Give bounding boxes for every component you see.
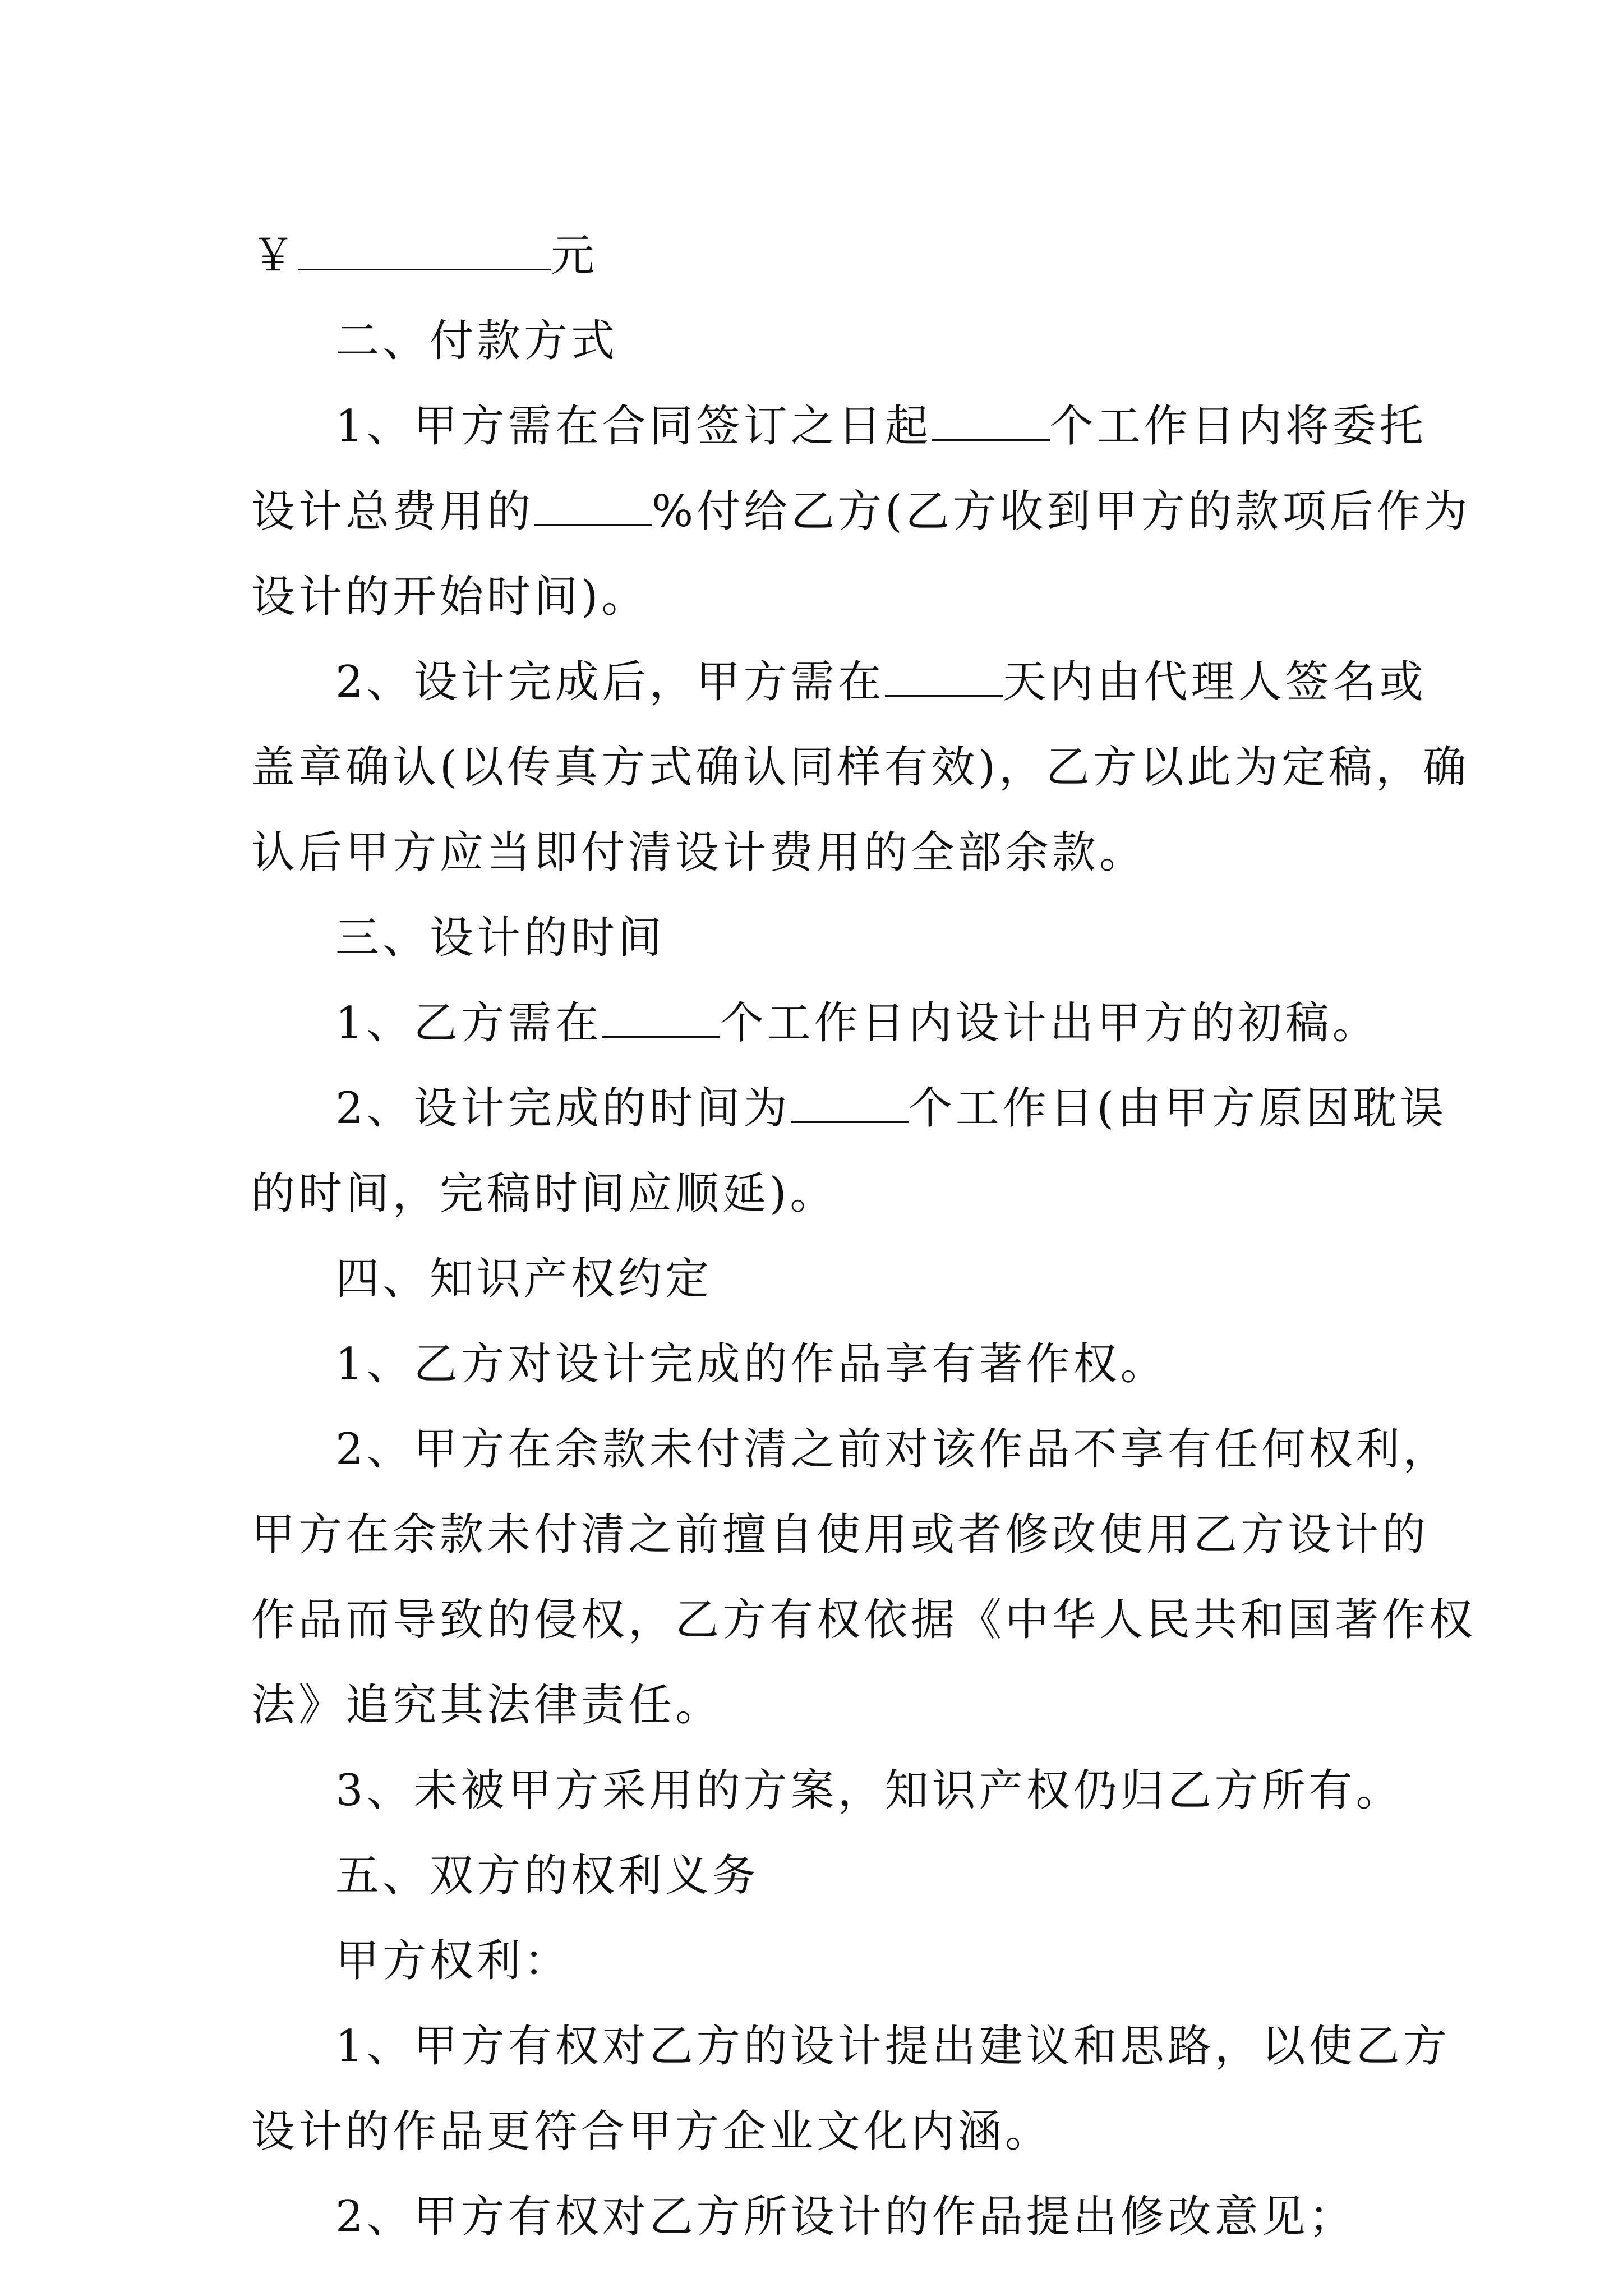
text-span: 1、乙方需在 xyxy=(335,998,602,1048)
paragraph-line: 设计的作品更符合甲方企业文化内涵。 xyxy=(251,2106,1053,2157)
currency-symbol: ￥ xyxy=(251,231,299,281)
section-heading-ip: 四、知识产权约定 xyxy=(335,1254,713,1304)
section-heading-payment: 二、付款方式 xyxy=(335,316,619,366)
fill-in-blank xyxy=(791,1087,909,1123)
fill-in-blank xyxy=(885,660,1003,697)
text-span: %付给乙方(乙方收到甲方的款项后作为 xyxy=(652,486,1471,537)
subheading-party-a-rights: 甲方权利： xyxy=(335,1936,571,1986)
paragraph-line xyxy=(251,469,1471,554)
paragraph-line: 设计的开始时间)。 xyxy=(251,572,649,622)
paragraph-line: 认后甲方应当即付清设计费用的全部余款。 xyxy=(251,827,1147,878)
paragraph-line: 2、甲方有权对乙方所设计的作品提出修改意见； xyxy=(335,2192,1356,2242)
paragraph-line: 3、未被甲方采用的方案，知识产权仍归乙方所有。 xyxy=(335,1765,1403,1816)
text-span: 设计总费用的 xyxy=(251,486,534,537)
text-span: 个工作日内设计出甲方的初稿。 xyxy=(720,998,1380,1048)
paragraph-line xyxy=(251,384,1427,469)
currency-unit: 元 xyxy=(551,231,598,281)
text-span: 2、设计完成后，甲方需在 xyxy=(335,657,885,707)
paragraph-line: 2、甲方在余款未付清之前对该作品不享有任何权利， xyxy=(335,1424,1450,1475)
fill-in-blank xyxy=(602,1001,720,1038)
text-span: 个工作日(由甲方原因耽误 xyxy=(908,1083,1447,1134)
paragraph-line: 的时间，完稿时间应顺延)。 xyxy=(251,1168,837,1219)
paragraph-line: 甲方在余款未付清之前擅自使用或者修改使用乙方设计的 xyxy=(251,1510,1430,1560)
amount-blank xyxy=(298,234,551,270)
text-span: 1、甲方需在合同签订之日起 xyxy=(335,401,932,452)
fill-in-blank xyxy=(534,490,652,526)
section-heading-rights: 五、双方的权利义务 xyxy=(335,1851,760,1901)
fill-in-blank xyxy=(932,404,1050,441)
amount-line xyxy=(251,213,1383,298)
paragraph-line xyxy=(251,1066,1447,1151)
text-span: 个工作日内将委托 xyxy=(1049,401,1427,452)
paragraph-line xyxy=(251,639,1427,725)
document-body xyxy=(251,213,1477,2260)
paragraph-line: 作品而导致的侵权，乙方有权依据《中华人民共和国著作权 xyxy=(251,1595,1477,1645)
text-span: 2、设计完成的时间为 xyxy=(335,1083,791,1134)
paragraph-line xyxy=(251,981,1383,1066)
paragraph-line: 1、甲方有权对乙方的设计提出建议和思路，以使乙方 xyxy=(335,2021,1450,2072)
section-heading-schedule: 三、设计的时间 xyxy=(335,913,666,963)
text-span: 天内由代理人签名或 xyxy=(1002,657,1427,707)
paragraph-line: 1、乙方对设计完成的作品享有著作权。 xyxy=(335,1339,1168,1389)
paragraph-line: 法》追究其法律责任。 xyxy=(251,1680,723,1731)
paragraph-line: 盖章确认(以传真方式确认同样有效)，乙方以此为定稿，确 xyxy=(251,742,1470,793)
